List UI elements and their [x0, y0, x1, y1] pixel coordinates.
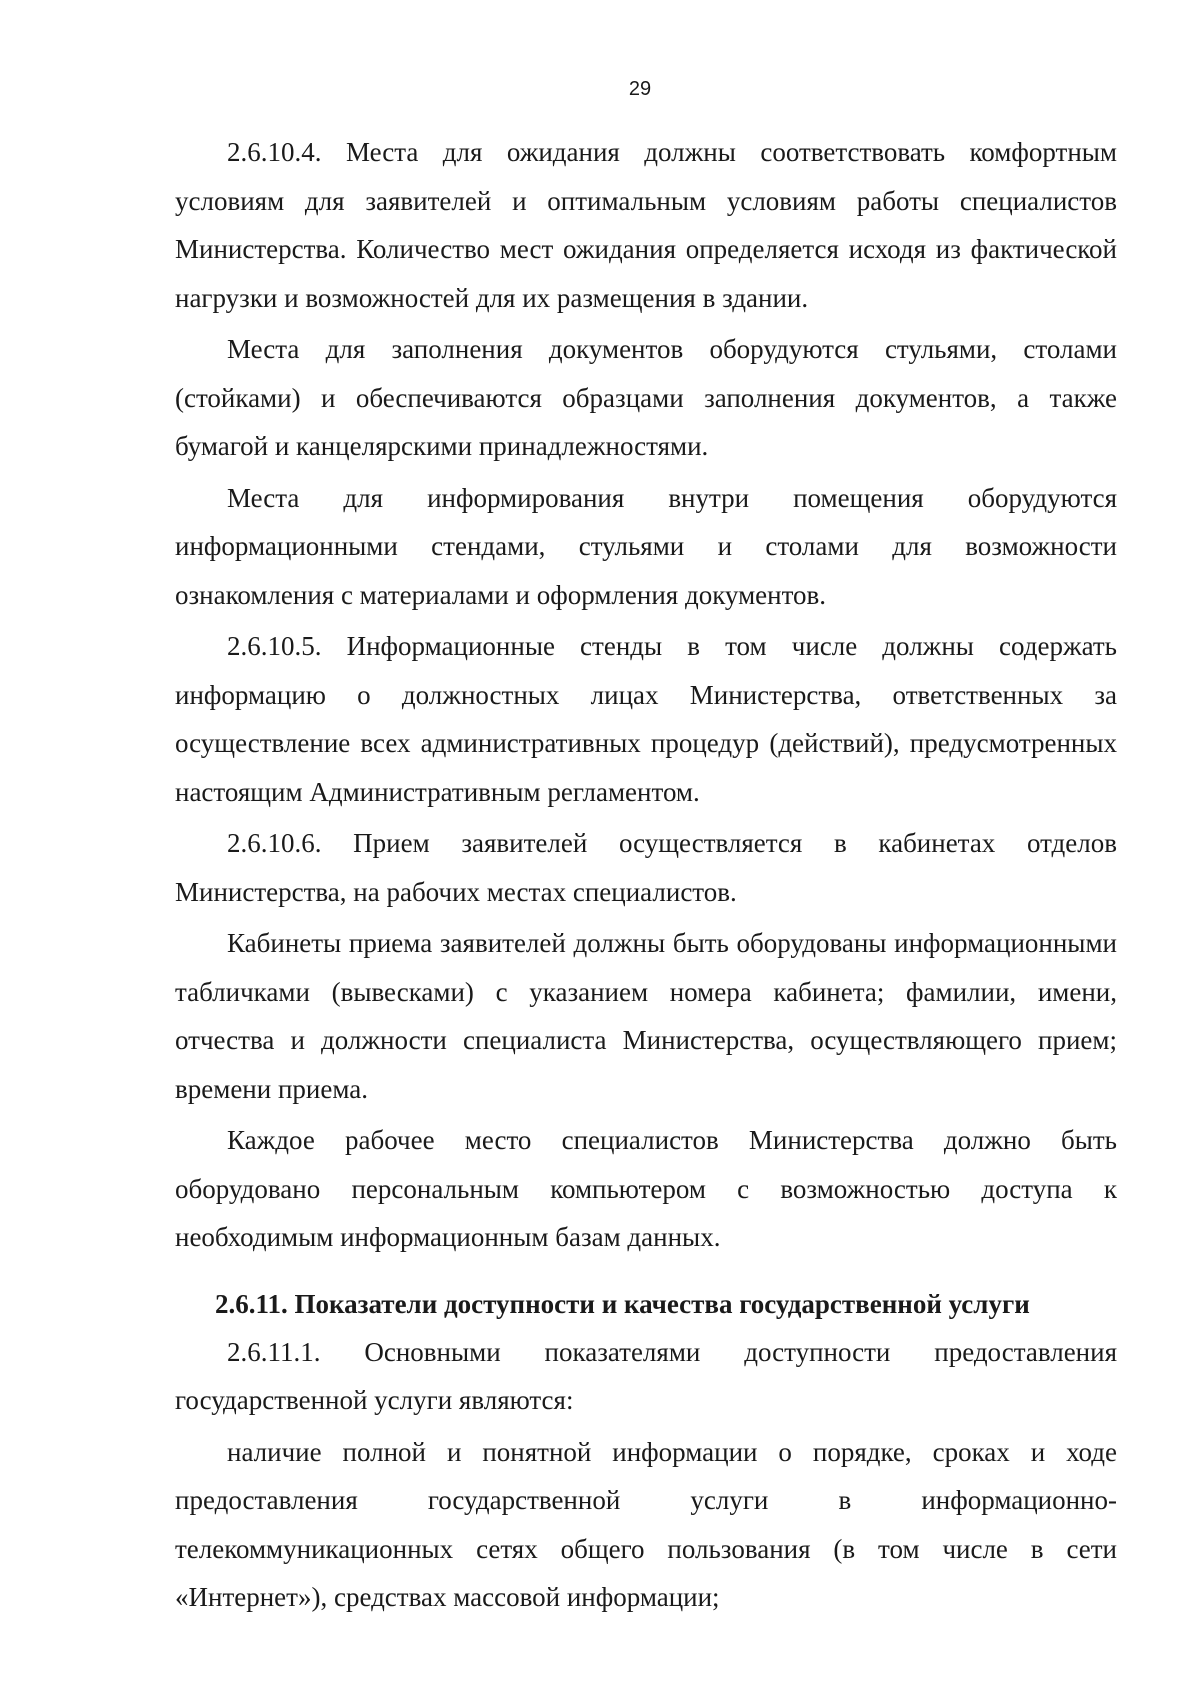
paragraph-2-6-11-1: 2.6.11.1. Основными показателями доступности предоставления государственной услуги являются: — [175, 1336, 1117, 1415]
paragraph-2-6-10-5: 2.6.10.5. Информационные стенды в том числе должны содержать информацию о должностных лицах Министерства, ответственных за осуществление всех административных процедур (действий), предусмотренных настоящим Административным регламентом. — [175, 631, 1117, 807]
paragraph-reception-offices: Кабинеты приема заявителей должны быть оборудованы информационными табличками (вывесками) с указанием номера кабинета; фамилии, имени, отчества и должности специалиста Министерства, осуществляющего прием; времени приема. — [175, 928, 1117, 1104]
paragraph-information-places: Места для информирования внутри помещения оборудуются информационными стендами, стульями и столами для возможности ознакомления с материалами и оформления документов. — [175, 482, 1117, 610]
section-heading-2-6-11: 2.6.11. Показатели доступности и качества государственной услуги — [215, 1288, 1030, 1319]
document-body — [175, 128, 1117, 1625]
paragraph-document-filling-places: Места для заполнения документов оборудуются стульями, столами (стойками) и обеспечиваются образцами заполнения документов, а также бумагой и канцелярскими принадлежностями. — [175, 334, 1117, 461]
paragraph-workplace-equipment: Каждое рабочее место специалистов Министерства должно быть оборудовано персональным компьютером с возможностью доступа к необходимым информационным базам данных. — [175, 1125, 1117, 1252]
paragraph-2-6-10-4: 2.6.10.4. Места для ожидания должны соответствовать комфортным условиям для заявителей и оптимальным условиям работы специалистов Министерства. Количество мест ожидания определяется исходя из фактической нагрузки и возможностей для их размещения в здании. — [175, 137, 1117, 313]
paragraph-information-availability: наличие полной и понятной информации о порядке, сроках и ходе предоставления государственной услуги в информационно-телекоммуникационных сетях общего пользования (в том числе в сети «Интернет»), средствах массовой информации; — [175, 1436, 1117, 1612]
paragraph-2-6-10-6: 2.6.10.6. Прием заявителей осуществляется в кабинетах отделов Министерства, на рабочих местах специалистов. — [175, 828, 1117, 907]
page-number: 29 — [628, 78, 652, 100]
